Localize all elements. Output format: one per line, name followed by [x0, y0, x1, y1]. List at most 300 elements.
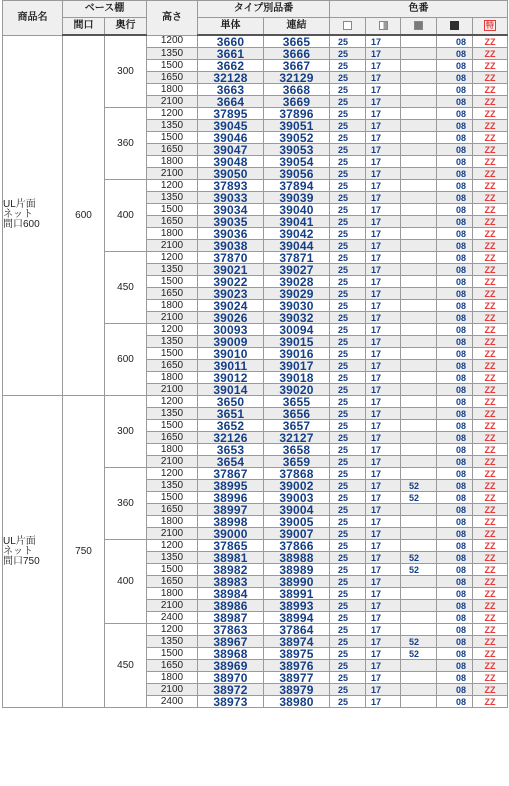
height-cell: 1800: [147, 372, 198, 384]
linked-cell: 39007: [264, 528, 330, 540]
c4-cell: 08: [437, 156, 473, 168]
c1-cell: 25: [330, 240, 366, 252]
c3-cell: [401, 216, 437, 228]
c3-cell: [401, 48, 437, 60]
c3-cell: [401, 108, 437, 120]
c2-cell: 17: [366, 264, 401, 276]
c4-cell: 08: [437, 420, 473, 432]
c2-cell: 17: [366, 168, 401, 180]
c3-cell: [401, 264, 437, 276]
c1-cell: 25: [330, 300, 366, 312]
height-cell: 1350: [147, 636, 198, 648]
height-cell: 2100: [147, 168, 198, 180]
depth-cell: 400: [105, 540, 147, 624]
c1-cell: 25: [330, 420, 366, 432]
linked-cell: 39053: [264, 144, 330, 156]
c5-cell: ZZ: [473, 84, 508, 96]
c2-cell: 17: [366, 408, 401, 420]
c4-cell: 08: [437, 312, 473, 324]
c5-cell: ZZ: [473, 288, 508, 300]
c1-cell: 25: [330, 552, 366, 564]
single-cell: 38981: [198, 552, 264, 564]
single-cell: 38983: [198, 576, 264, 588]
linked-cell: 39051: [264, 120, 330, 132]
depth-cell: 450: [105, 624, 147, 708]
c1-cell: 25: [330, 624, 366, 636]
linked-cell: 39052: [264, 132, 330, 144]
height-cell: 1650: [147, 660, 198, 672]
depth-cell: 360: [105, 108, 147, 180]
height-cell: 1650: [147, 360, 198, 372]
depth-cell: 360: [105, 468, 147, 540]
c3-cell: 52: [401, 564, 437, 576]
linked-cell: 3667: [264, 60, 330, 72]
c4-cell: 08: [437, 360, 473, 372]
single-cell: 30093: [198, 324, 264, 336]
header-part-number: タイプ別品番: [198, 1, 330, 18]
single-cell: 39038: [198, 240, 264, 252]
c5-cell: ZZ: [473, 60, 508, 72]
single-cell: 39050: [198, 168, 264, 180]
c5-cell: ZZ: [473, 624, 508, 636]
height-cell: 1350: [147, 480, 198, 492]
c2-cell: 17: [366, 636, 401, 648]
c5-cell: ZZ: [473, 528, 508, 540]
single-cell: 38995: [198, 480, 264, 492]
c4-cell: 08: [437, 48, 473, 60]
c3-cell: [401, 684, 437, 696]
c4-cell: 08: [437, 564, 473, 576]
product-name-line: ネット: [3, 545, 33, 557]
c4-cell: 08: [437, 696, 473, 708]
c2-cell: 17: [366, 252, 401, 264]
c3-cell: [401, 72, 437, 84]
c4-cell: 08: [437, 60, 473, 72]
gray-swatch-icon: [414, 21, 423, 30]
header-row-2: [3, 18, 508, 36]
height-cell: 1200: [147, 180, 198, 192]
c4-cell: 08: [437, 468, 473, 480]
c5-cell: ZZ: [473, 180, 508, 192]
c3-cell: [401, 432, 437, 444]
product-name-line: 間口750: [3, 555, 40, 567]
c1-cell: 25: [330, 264, 366, 276]
height-cell: 1650: [147, 576, 198, 588]
c4-cell: 08: [437, 144, 473, 156]
c2-cell: 17: [366, 432, 401, 444]
height-cell: 1650: [147, 288, 198, 300]
c5-cell: ZZ: [473, 408, 508, 420]
c1-cell: 25: [330, 612, 366, 624]
c4-cell: 08: [437, 35, 473, 48]
height-cell: 1350: [147, 336, 198, 348]
linked-cell: 38988: [264, 552, 330, 564]
linked-cell: 3669: [264, 96, 330, 108]
depth-cell: 300: [105, 396, 147, 468]
c5-cell: ZZ: [473, 216, 508, 228]
c3-cell: [401, 372, 437, 384]
single-cell: 37863: [198, 624, 264, 636]
c4-cell: 08: [437, 648, 473, 660]
c3-cell: [401, 408, 437, 420]
c3-cell: [401, 276, 437, 288]
height-cell: 2100: [147, 684, 198, 696]
single-cell: 39010: [198, 348, 264, 360]
c4-cell: 08: [437, 444, 473, 456]
header-depth: 奥行: [105, 18, 147, 36]
c5-cell: ZZ: [473, 480, 508, 492]
linked-cell: 38994: [264, 612, 330, 624]
linked-cell: 39040: [264, 204, 330, 216]
c1-cell: 25: [330, 276, 366, 288]
c5-cell: ZZ: [473, 612, 508, 624]
c3-cell: 52: [401, 492, 437, 504]
height-cell: 1200: [147, 468, 198, 480]
single-cell: 3653: [198, 444, 264, 456]
c2-cell: 17: [366, 216, 401, 228]
c2-cell: 17: [366, 456, 401, 468]
c4-cell: 08: [437, 300, 473, 312]
linked-cell: 3658: [264, 444, 330, 456]
c3-cell: [401, 144, 437, 156]
c4-cell: 08: [437, 672, 473, 684]
height-cell: 1200: [147, 252, 198, 264]
height-cell: 1500: [147, 276, 198, 288]
c2-cell: 17: [366, 276, 401, 288]
c2-cell: 17: [366, 324, 401, 336]
linked-cell: 38979: [264, 684, 330, 696]
c1-cell: 25: [330, 480, 366, 492]
c3-cell: [401, 252, 437, 264]
linked-cell: 3657: [264, 420, 330, 432]
linked-cell: 39020: [264, 384, 330, 396]
table-row: [3, 35, 508, 48]
height-cell: 1200: [147, 540, 198, 552]
single-cell: 38982: [198, 564, 264, 576]
height-cell: 1650: [147, 432, 198, 444]
c4-cell: 08: [437, 168, 473, 180]
linked-cell: 37868: [264, 468, 330, 480]
c2-cell: 17: [366, 660, 401, 672]
c5-cell: ZZ: [473, 228, 508, 240]
c2-cell: 17: [366, 35, 401, 48]
linked-cell: 39027: [264, 264, 330, 276]
c4-cell: 08: [437, 372, 473, 384]
single-cell: 3663: [198, 84, 264, 96]
width-cell: 750: [63, 396, 105, 708]
c2-cell: 17: [366, 576, 401, 588]
height-cell: 2100: [147, 456, 198, 468]
height-cell: 1500: [147, 132, 198, 144]
c4-cell: 08: [437, 396, 473, 408]
single-cell: 38973: [198, 696, 264, 708]
height-cell: 1800: [147, 84, 198, 96]
c1-cell: 25: [330, 144, 366, 156]
height-cell: 1800: [147, 156, 198, 168]
c4-cell: 08: [437, 612, 473, 624]
c3-cell: [401, 588, 437, 600]
linked-cell: 3655: [264, 396, 330, 408]
c2-cell: 17: [366, 540, 401, 552]
height-cell: 2100: [147, 96, 198, 108]
height-cell: 1800: [147, 228, 198, 240]
c1-cell: 25: [330, 336, 366, 348]
c4-cell: 08: [437, 336, 473, 348]
c2-cell: 17: [366, 444, 401, 456]
single-cell: 38972: [198, 684, 264, 696]
c4-cell: 08: [437, 324, 473, 336]
linked-cell: 30094: [264, 324, 330, 336]
c4-cell: 08: [437, 540, 473, 552]
single-cell: 39046: [198, 132, 264, 144]
c5-cell: ZZ: [473, 588, 508, 600]
c2-cell: 17: [366, 420, 401, 432]
dark-swatch-icon: [450, 21, 459, 30]
c2-cell: 17: [366, 492, 401, 504]
depth-cell: 400: [105, 180, 147, 252]
c4-cell: 08: [437, 600, 473, 612]
c1-cell: 25: [330, 84, 366, 96]
c4-cell: 08: [437, 216, 473, 228]
single-cell: 39035: [198, 216, 264, 228]
header-product-name: 商品名: [3, 1, 63, 36]
c1-cell: 25: [330, 468, 366, 480]
single-cell: 38997: [198, 504, 264, 516]
single-cell: 37895: [198, 108, 264, 120]
single-cell: 39026: [198, 312, 264, 324]
height-cell: 1650: [147, 72, 198, 84]
c4-cell: 08: [437, 120, 473, 132]
c5-cell: ZZ: [473, 576, 508, 588]
c5-cell: ZZ: [473, 312, 508, 324]
linked-cell: 32129: [264, 72, 330, 84]
c1-cell: 25: [330, 516, 366, 528]
c3-cell: [401, 312, 437, 324]
c5-cell: ZZ: [473, 108, 508, 120]
linked-cell: 3668: [264, 84, 330, 96]
c5-cell: ZZ: [473, 144, 508, 156]
single-cell: 38986: [198, 600, 264, 612]
c3-cell: [401, 348, 437, 360]
c4-cell: 08: [437, 252, 473, 264]
single-cell: 39024: [198, 300, 264, 312]
c1-cell: 25: [330, 324, 366, 336]
c2-cell: 17: [366, 84, 401, 96]
c3-cell: [401, 540, 437, 552]
c2-cell: 17: [366, 300, 401, 312]
c5-cell: ZZ: [473, 684, 508, 696]
single-cell: 39012: [198, 372, 264, 384]
c5-cell: ZZ: [473, 240, 508, 252]
linked-cell: 38989: [264, 564, 330, 576]
c1-cell: 25: [330, 528, 366, 540]
c5-cell: ZZ: [473, 192, 508, 204]
c5-cell: ZZ: [473, 264, 508, 276]
c5-cell: ZZ: [473, 564, 508, 576]
header-color-4: [437, 18, 473, 36]
c4-cell: 08: [437, 348, 473, 360]
height-cell: 2400: [147, 696, 198, 708]
c5-cell: ZZ: [473, 468, 508, 480]
linked-cell: 3659: [264, 456, 330, 468]
c1-cell: 25: [330, 156, 366, 168]
c2-cell: 17: [366, 348, 401, 360]
c2-cell: 17: [366, 336, 401, 348]
c3-cell: [401, 624, 437, 636]
c2-cell: 17: [366, 516, 401, 528]
c4-cell: 08: [437, 276, 473, 288]
c3-cell: [401, 180, 437, 192]
single-cell: 39011: [198, 360, 264, 372]
c3-cell: [401, 336, 437, 348]
c3-cell: [401, 300, 437, 312]
c2-cell: 17: [366, 144, 401, 156]
linked-cell: 37871: [264, 252, 330, 264]
c4-cell: 08: [437, 684, 473, 696]
c2-cell: 17: [366, 60, 401, 72]
c1-cell: 25: [330, 456, 366, 468]
depth-cell: 450: [105, 252, 147, 324]
c1-cell: 25: [330, 396, 366, 408]
c5-cell: ZZ: [473, 35, 508, 48]
c5-cell: ZZ: [473, 540, 508, 552]
c3-cell: [401, 120, 437, 132]
c5-cell: ZZ: [473, 276, 508, 288]
c4-cell: 08: [437, 384, 473, 396]
c4-cell: 08: [437, 552, 473, 564]
linked-cell: 39056: [264, 168, 330, 180]
c5-cell: ZZ: [473, 156, 508, 168]
c5-cell: ZZ: [473, 336, 508, 348]
linked-cell: 38977: [264, 672, 330, 684]
linked-cell: 39042: [264, 228, 330, 240]
height-cell: 1350: [147, 120, 198, 132]
linked-cell: 39039: [264, 192, 330, 204]
c3-cell: [401, 384, 437, 396]
height-cell: 1500: [147, 648, 198, 660]
height-cell: 1650: [147, 504, 198, 516]
c2-cell: 17: [366, 240, 401, 252]
c1-cell: 25: [330, 648, 366, 660]
header-color-1: [330, 18, 366, 36]
single-cell: 38968: [198, 648, 264, 660]
linked-cell: 3665: [264, 35, 330, 48]
c2-cell: 17: [366, 372, 401, 384]
c4-cell: 08: [437, 624, 473, 636]
c4-cell: 08: [437, 264, 473, 276]
linked-cell: 39017: [264, 360, 330, 372]
c5-cell: ZZ: [473, 636, 508, 648]
c2-cell: 17: [366, 552, 401, 564]
c4-cell: 08: [437, 204, 473, 216]
white-swatch-icon: [343, 21, 352, 30]
single-cell: 39014: [198, 384, 264, 396]
c3-cell: [401, 600, 437, 612]
c3-cell: [401, 456, 437, 468]
c3-cell: [401, 132, 437, 144]
height-cell: 1500: [147, 60, 198, 72]
c5-cell: ZZ: [473, 120, 508, 132]
linked-cell: 37864: [264, 624, 330, 636]
header-color-3: [401, 18, 437, 36]
single-cell: 37893: [198, 180, 264, 192]
c1-cell: 25: [330, 132, 366, 144]
c3-cell: 52: [401, 552, 437, 564]
linked-cell: 38974: [264, 636, 330, 648]
c2-cell: 17: [366, 288, 401, 300]
c2-cell: 17: [366, 120, 401, 132]
single-cell: 39000: [198, 528, 264, 540]
header-row-1: [3, 1, 508, 18]
c2-cell: 17: [366, 48, 401, 60]
single-cell: 38984: [198, 588, 264, 600]
c3-cell: [401, 660, 437, 672]
c3-cell: [401, 420, 437, 432]
single-cell: 39033: [198, 192, 264, 204]
single-cell: 37870: [198, 252, 264, 264]
single-cell: 38998: [198, 516, 264, 528]
single-cell: 39045: [198, 120, 264, 132]
c2-cell: 17: [366, 612, 401, 624]
product-name-line: ネット: [3, 209, 33, 221]
header-height: 高さ: [147, 1, 198, 36]
single-cell: 39009: [198, 336, 264, 348]
linked-cell: 39044: [264, 240, 330, 252]
depth-cell: 300: [105, 35, 147, 108]
c5-cell: ZZ: [473, 432, 508, 444]
c5-cell: ZZ: [473, 492, 508, 504]
c4-cell: 08: [437, 432, 473, 444]
c1-cell: 25: [330, 684, 366, 696]
c5-cell: ZZ: [473, 552, 508, 564]
single-cell: 38967: [198, 636, 264, 648]
header-single: 単体: [198, 18, 264, 36]
c3-cell: [401, 696, 437, 708]
linked-cell: 37894: [264, 180, 330, 192]
single-cell: 3662: [198, 60, 264, 72]
linked-cell: 39004: [264, 504, 330, 516]
height-cell: 1350: [147, 192, 198, 204]
c5-cell: ZZ: [473, 420, 508, 432]
c1-cell: 25: [330, 600, 366, 612]
c2-cell: 17: [366, 564, 401, 576]
c5-cell: ZZ: [473, 648, 508, 660]
single-cell: 39022: [198, 276, 264, 288]
linked-cell: 37896: [264, 108, 330, 120]
c1-cell: 25: [330, 408, 366, 420]
single-cell: 39023: [198, 288, 264, 300]
single-cell: 37865: [198, 540, 264, 552]
c2-cell: 17: [366, 696, 401, 708]
c5-cell: ZZ: [473, 324, 508, 336]
c3-cell: [401, 35, 437, 48]
c3-cell: [401, 396, 437, 408]
c2-cell: 17: [366, 588, 401, 600]
c3-cell: [401, 528, 437, 540]
height-cell: 1500: [147, 348, 198, 360]
height-cell: 1650: [147, 144, 198, 156]
height-cell: 1500: [147, 420, 198, 432]
table-body: [3, 35, 508, 708]
c1-cell: 25: [330, 108, 366, 120]
height-cell: 1650: [147, 216, 198, 228]
single-cell: 39034: [198, 204, 264, 216]
height-cell: 1800: [147, 300, 198, 312]
linked-cell: 39005: [264, 516, 330, 528]
c1-cell: 25: [330, 48, 366, 60]
linked-cell: 39041: [264, 216, 330, 228]
c3-cell: [401, 468, 437, 480]
